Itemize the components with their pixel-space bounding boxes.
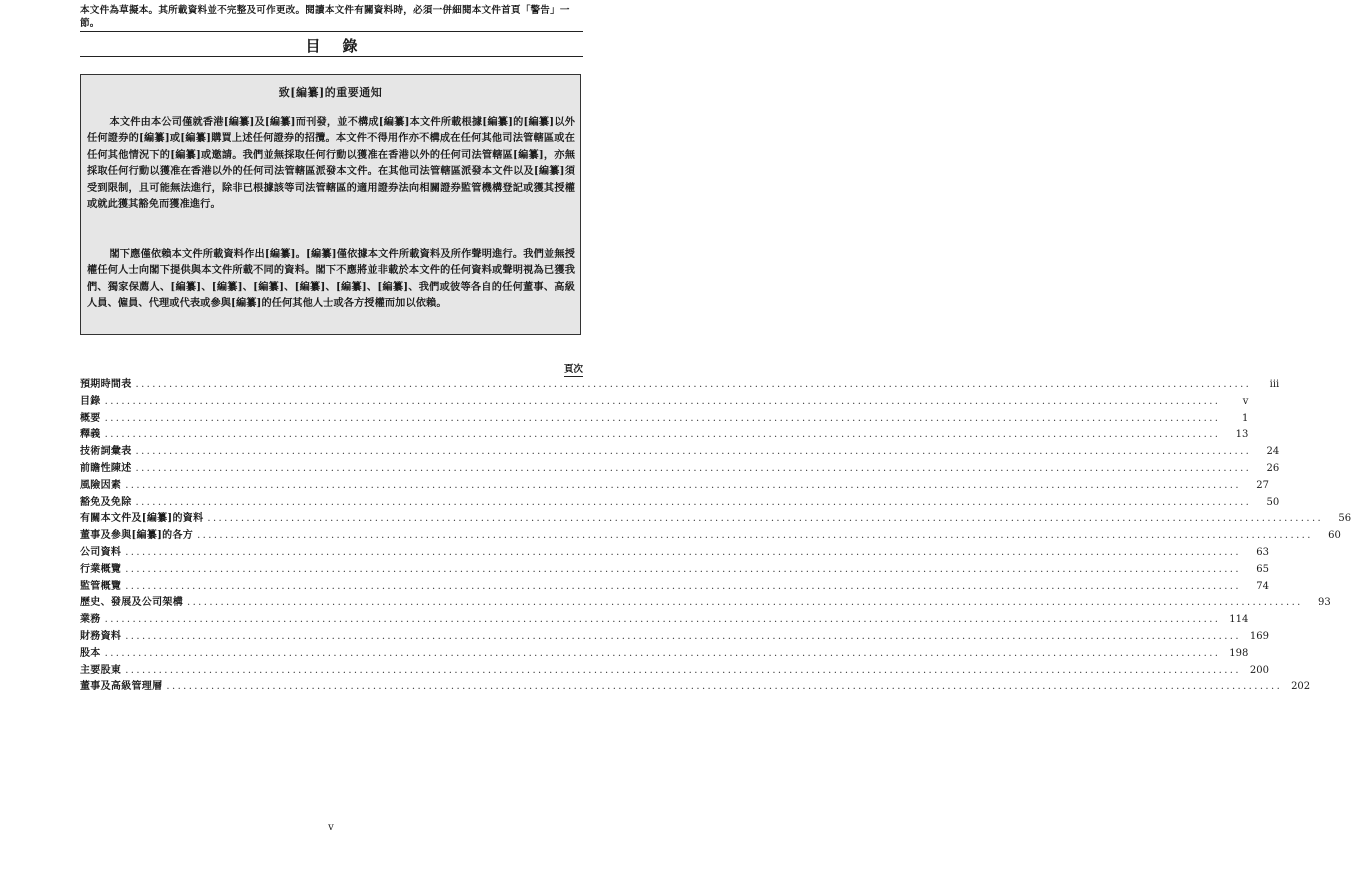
dot-leader: ........................................................................................................................................................................................................ bbox=[207, 513, 1324, 525]
toc-entry-page: 74 bbox=[1256, 580, 1269, 592]
toc-entry-title: 監管概覽 bbox=[80, 580, 122, 592]
toc-entry[interactable] bbox=[80, 509, 1351, 526]
toc-entry-title: 業務 bbox=[80, 614, 101, 626]
toc-entry[interactable] bbox=[80, 392, 1249, 409]
toc-entry[interactable] bbox=[80, 644, 1249, 661]
toc-entry-title: 前瞻性陳述 bbox=[80, 462, 132, 474]
toc-entry-title: 技術詞彙表 bbox=[80, 446, 132, 458]
toc-entry-page: 26 bbox=[1266, 462, 1280, 474]
table-of-contents bbox=[80, 375, 1351, 694]
dot-leader: ........................................................................................................................................................................................................ bbox=[135, 379, 1252, 390]
toc-entry[interactable] bbox=[80, 409, 1249, 426]
toc-entry-title: 預期時間表 bbox=[80, 379, 132, 390]
toc-entry-title: 董事及參與[編纂]的各方 bbox=[80, 530, 194, 542]
dot-leader: ........................................................................................................................................................................................................ bbox=[166, 681, 1283, 693]
toc-entry[interactable] bbox=[80, 661, 1269, 678]
toc-entry-title: 豁免及免除 bbox=[80, 496, 132, 508]
dot-leader: ........................................................................................................................................................................................................ bbox=[104, 647, 1221, 659]
toc-entry-page: 13 bbox=[1235, 429, 1249, 441]
toc-entry[interactable] bbox=[80, 543, 1269, 560]
dot-leader: ........................................................................................................................................................................................................ bbox=[104, 395, 1221, 407]
toc-entry-page: 60 bbox=[1328, 530, 1341, 542]
toc-entry-page: 1 bbox=[1241, 412, 1249, 424]
title-divider bbox=[80, 56, 583, 57]
toc-entry-title: 釋義 bbox=[80, 429, 101, 441]
toc-entry-page: 202 bbox=[1291, 681, 1311, 693]
dot-leader: ........................................................................................................................................................................................................ bbox=[197, 530, 1313, 542]
toc-entry[interactable] bbox=[80, 627, 1269, 644]
toc-entry[interactable] bbox=[80, 677, 1311, 694]
toc-entry[interactable] bbox=[80, 560, 1269, 577]
dot-leader: ........................................................................................................................................................................................................ bbox=[125, 630, 1241, 642]
toc-entry-page: v bbox=[1242, 395, 1249, 407]
toc-entry[interactable] bbox=[80, 526, 1341, 543]
page-column-label: 頁次 bbox=[563, 364, 583, 375]
dot-leader: ........................................................................................................................................................................................................ bbox=[135, 446, 1252, 458]
toc-entry-title: 有關本文件及[編纂]的資料 bbox=[80, 513, 204, 525]
dot-leader: ........................................................................................................................................................................................................ bbox=[125, 580, 1241, 592]
notice-paragraph-2: 閣下應僅依賴本文件所載資料作出[編纂]。[編纂]僅依據本文件所載資料及所作聲明進行。我們並無授權任何人士向閣下提供與本文件所載不同的資料。閣下不應將並非載於本文件的任何資料或聲明視為已獲我們、獨家保薦人、[編纂]、[編纂]、[編纂]、[編纂]、[編纂]、[編纂]、我們或彼等各自的任何董事、高級人員、僱員、代理或代表或參與[編纂]的任何其他人士或各方授權而加以依賴。 bbox=[87, 248, 575, 310]
toc-entry[interactable] bbox=[80, 476, 1269, 493]
toc-entry-title: 股本 bbox=[80, 647, 101, 659]
dot-leader: ........................................................................................................................................................................................................ bbox=[125, 479, 1241, 491]
toc-entry[interactable] bbox=[80, 610, 1249, 627]
toc-entry-page: 63 bbox=[1256, 546, 1269, 558]
toc-entry[interactable] bbox=[80, 493, 1280, 510]
dot-leader: ........................................................................................................................................................................................................ bbox=[135, 496, 1252, 508]
toc-entry-page: 56 bbox=[1338, 513, 1351, 525]
toc-entry[interactable] bbox=[80, 442, 1280, 459]
toc-entry-title: 公司資料 bbox=[80, 546, 122, 558]
toc-entry-title: 董事及高級管理層 bbox=[80, 681, 163, 693]
toc-entry-page: 93 bbox=[1318, 597, 1331, 609]
draft-warning-header: 本文件為草擬本。其所載資料並不完整及可作更改。閱讀本文件有關資料時，必須一併細閱本文件首頁「警告」一節。 bbox=[80, 5, 570, 29]
dot-leader: ........................................................................................................................................................................................................ bbox=[104, 412, 1221, 424]
toc-entry-page: 114 bbox=[1229, 614, 1249, 626]
toc-entry-title: 財務資料 bbox=[80, 630, 122, 642]
dot-leader: ........................................................................................................................................................................................................ bbox=[125, 664, 1241, 676]
toc-entry[interactable] bbox=[80, 425, 1249, 442]
dot-leader: ........................................................................................................................................................................................................ bbox=[104, 429, 1221, 441]
toc-entry-title: 概要 bbox=[80, 412, 101, 424]
notice-paragraph-1: 本文件由本公司僅就香港[編纂]及[編纂]而刊發，並不構成[編纂]本文件所載根據[編纂]的[編纂]以外任何證券的[編纂]或[編纂]購買上述任何證券的招攬。本文件不得用作亦不構成在任何其他司法管轄區或在任何其他情況下的[編纂]或邀請。我們並無採取任何行動以獲准在香港以外的任何司法管轄區[編纂]，亦無採取任何行動以獲准在香港以外的任何司法管轄區派發本文件。在其他司法管轄區派發本文件以及[編纂]須受到限制，且可能無法進行，除非已根據該等司法管轄區的適用證券法向相關證券監管機構登記或獲其授權或就此獲其豁免而獲准進行。 bbox=[87, 116, 575, 211]
toc-entry[interactable] bbox=[80, 459, 1280, 476]
toc-entry-page: 27 bbox=[1256, 479, 1269, 491]
toc-entry-title: 行業概覽 bbox=[80, 563, 122, 575]
toc-entry-title: 歷史、發展及公司架構 bbox=[80, 597, 183, 609]
page-column-header bbox=[540, 361, 583, 375]
toc-entry[interactable] bbox=[80, 593, 1331, 610]
toc-entry-page: 50 bbox=[1266, 496, 1280, 508]
footer-page-number: v bbox=[328, 822, 334, 833]
important-notice-box bbox=[80, 74, 581, 335]
toc-entry-page: 169 bbox=[1249, 630, 1269, 642]
toc-entry-title: 主要股東 bbox=[80, 664, 122, 676]
dot-leader: ........................................................................................................................................................................................................ bbox=[125, 546, 1241, 558]
toc-entry[interactable] bbox=[80, 577, 1269, 594]
toc-entry-page: 200 bbox=[1249, 664, 1269, 676]
dot-leader: ........................................................................................................................................................................................................ bbox=[135, 462, 1252, 474]
dot-leader: ........................................................................................................................................................................................................ bbox=[104, 614, 1221, 626]
dot-leader: ........................................................................................................................................................................................................ bbox=[125, 563, 1241, 575]
toc-entry-page: 198 bbox=[1229, 647, 1249, 659]
toc-entry-page: 24 bbox=[1266, 446, 1280, 458]
toc-entry-page: 65 bbox=[1256, 563, 1269, 575]
dot-leader: ........................................................................................................................................................................................................ bbox=[187, 597, 1303, 609]
header-divider bbox=[80, 31, 583, 32]
toc-entry-page: iii bbox=[1269, 379, 1280, 390]
toc-entry[interactable] bbox=[80, 375, 1280, 392]
toc-entry-title: 風險因素 bbox=[80, 479, 122, 491]
notice-title: 致[編纂]的重要通知 bbox=[278, 86, 383, 99]
toc-entry-title: 目錄 bbox=[80, 395, 101, 407]
page-title: 目錄 bbox=[305, 37, 380, 55]
